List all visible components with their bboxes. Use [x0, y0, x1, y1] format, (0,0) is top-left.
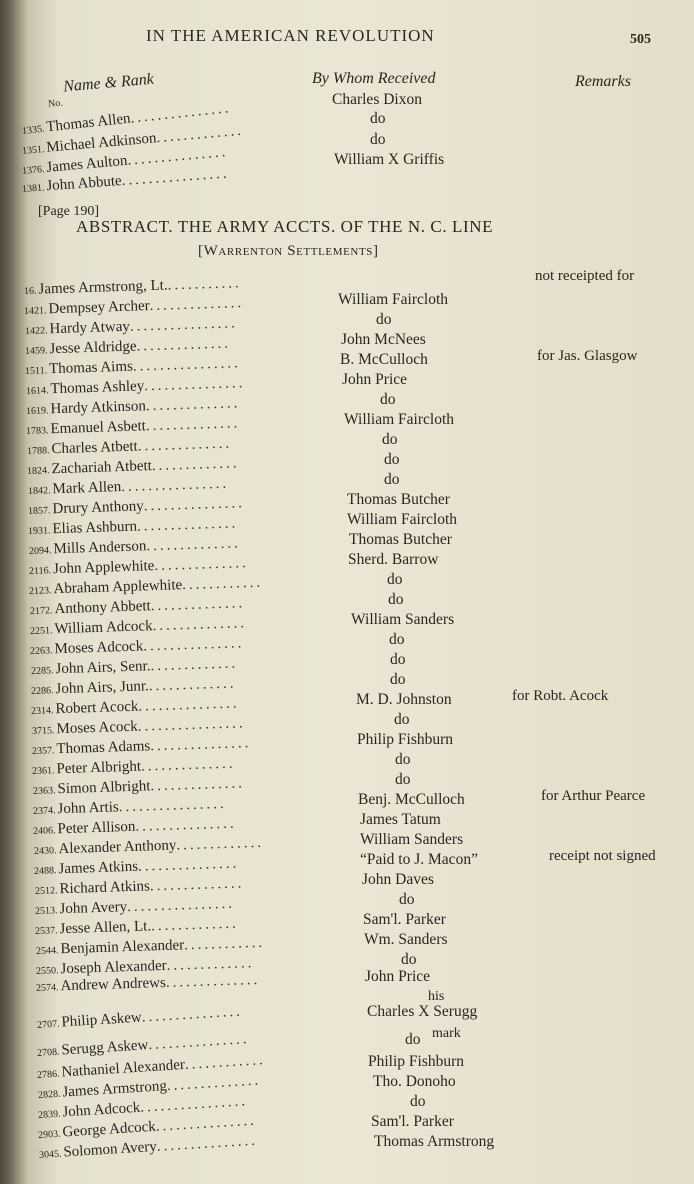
leader-dots: ............... [147, 1031, 250, 1054]
entry-name: James Atkins [58, 858, 139, 878]
entry-number: 1783. [25, 425, 49, 437]
received-by: do [384, 451, 400, 468]
leader-dots: .............. [146, 535, 242, 555]
leader-dots: ............... [137, 855, 240, 875]
leader-dots: ............... [135, 815, 237, 835]
received-by: Philip Fishburn [368, 1053, 465, 1070]
leader-dots: ................ [121, 165, 230, 190]
received-by: William Sanders [351, 611, 455, 628]
entry-name: John Abbute [45, 173, 123, 195]
received-by: do [376, 311, 392, 328]
received-by: do [380, 391, 396, 408]
leader-dots: ............... [155, 1112, 258, 1135]
entry-number: 2374. [32, 805, 56, 817]
received-by: Thomas Armstrong [374, 1133, 495, 1150]
entry-name: Robert Acock [55, 698, 139, 718]
leader-dots: ................ [139, 1093, 249, 1116]
entry-name: John Artis [57, 799, 119, 818]
entry-number: 1459. [24, 345, 48, 357]
entry-number: 2512. [34, 885, 58, 897]
entry-name: Abraham Applewhite [53, 577, 183, 598]
leader-dots: ............. [148, 675, 237, 695]
leader-dots: ............... [126, 143, 229, 169]
leader-dots: ........... [167, 275, 243, 294]
entry-name: George Adcock [61, 1118, 157, 1141]
leader-dots: ................ [118, 795, 227, 816]
received-by: John McNees [341, 331, 426, 348]
column-header-remarks: Remarks [575, 73, 631, 90]
entry-number: 2116. [28, 565, 52, 577]
leader-dots: ............ [181, 574, 264, 594]
leader-dots: ............. [151, 455, 240, 475]
entry-number: 2903. [37, 1128, 61, 1141]
entry-number: 1511. [24, 365, 48, 377]
received-by: do [390, 651, 406, 668]
received-by: do [394, 711, 410, 728]
entry-remark: for Robt. Acock [512, 688, 609, 704]
entry-name: John Airs, Senr. [55, 658, 151, 678]
entry-name: Nathaniel Alexander [60, 1056, 186, 1081]
entry-number: 1351. [21, 144, 46, 157]
leader-dots: .............. [150, 775, 246, 795]
entry-name: John Applewhite [52, 558, 155, 578]
entry-name: Alexander Anthony [58, 837, 177, 858]
entry-number: 2786. [36, 1068, 60, 1081]
entry-name: Jesse Allen, Lt. [59, 918, 152, 938]
entry-number: 2123. [28, 585, 52, 597]
entry-number: 2285. [30, 665, 54, 677]
entry-name: John Airs, Junr. [55, 678, 150, 698]
received-by: Thomas Butcher [349, 531, 452, 548]
leader-dots: ................ [132, 355, 242, 375]
entry-number: 2839. [37, 1108, 61, 1121]
entry-name: Elias Ashburn [52, 518, 138, 538]
entry-name: Thomas Adams [56, 738, 151, 758]
entry-number: 1381. [21, 182, 45, 195]
entry-number: 16. [23, 285, 37, 297]
leader-dots: ............... [141, 1003, 244, 1026]
entry-name: Charles Atbett [51, 438, 138, 458]
entry-name: Thomas Allen [45, 110, 132, 136]
received-by: Philip Fishburn [357, 731, 454, 748]
received-by: William Faircloth [347, 511, 458, 528]
received-by: James Tatum [360, 811, 441, 828]
entry-name: Anthony Abbett [54, 598, 151, 618]
leader-dots: ................ [129, 315, 239, 335]
leader-dots: .............. [150, 595, 246, 615]
received-by: William X Griffis [334, 151, 445, 168]
leader-dots: ............... [138, 695, 240, 715]
entry-number: 1619. [25, 405, 49, 417]
received-by: Sam'l. Parker [363, 911, 446, 928]
entry-number: 2708. [36, 1046, 60, 1059]
leader-dots: ............... [156, 1132, 259, 1155]
entry-number: 2094. [28, 545, 52, 557]
leader-dots: ............... [129, 100, 233, 127]
received-by: Charles X Serugg [367, 1003, 478, 1020]
entry-name: Serugg Askew [60, 1037, 149, 1059]
column-header-name-rank: $_{No.}$Name & Rank [47, 70, 155, 110]
received-by: do [395, 751, 411, 768]
received-by: do [401, 951, 417, 968]
page-number: 505 [630, 32, 651, 47]
entry-remark: for Arthur Pearce [541, 788, 646, 804]
entry-name: Philip Askew [60, 1009, 143, 1031]
entry-number: 1788. [26, 445, 50, 457]
leader-dots: ............ [184, 1052, 267, 1073]
entry-number: 2172. [29, 605, 53, 617]
entry-name: Hardy Atway [49, 318, 131, 338]
entry-number: 2537. [34, 925, 58, 937]
entry-number: 2488. [33, 865, 57, 877]
leader-dots: .............. [152, 615, 248, 635]
received-by: do [382, 431, 398, 448]
entry-number: 2828. [37, 1088, 61, 1101]
received-by: do [370, 110, 386, 127]
entry-name: Jesse Aldridge [49, 338, 137, 358]
received-by: Thomas Butcher [347, 491, 450, 508]
column-header-number: No. [47, 97, 64, 110]
received-by: do [390, 671, 406, 688]
received-by: William Sanders [360, 831, 464, 848]
received-by: William Faircloth [344, 411, 455, 428]
leader-dots: ............. [150, 915, 240, 935]
leader-dots: ............... [149, 735, 252, 755]
entry-name: Zachariah Atbett [51, 458, 153, 478]
leader-dots: .............. [149, 295, 245, 315]
entry-number: 2550. [35, 965, 59, 977]
received-by: Benj. McCulloch [358, 791, 465, 808]
entry-name: Simon Albright [57, 778, 151, 798]
abstract-entry-row [36, 1001, 243, 1034]
received-by: do [410, 1093, 426, 1110]
received-by: John Price [342, 371, 408, 388]
entry-number: 1421. [23, 305, 47, 317]
entry-remark: receipt not signed [549, 848, 656, 864]
entry-number: 1335. [21, 123, 46, 137]
received-by: B. McCulloch [340, 351, 428, 368]
entry-remark: not receipted for [535, 268, 635, 284]
entry-name: James Armstrong, Lt. [38, 277, 168, 298]
received-by: do [395, 771, 411, 788]
entry-name: Solomon Avery [62, 1138, 158, 1161]
entry-name: Moses Adcock [54, 638, 144, 658]
received-by: do [370, 131, 386, 148]
received-by: do [387, 571, 403, 588]
entry-number: 2251. [29, 625, 53, 637]
section-title: ABSTRACT. THE ARMY ACCTS. OF THE N. C. LINE [76, 217, 494, 236]
entry-number: 1842. [27, 485, 51, 497]
leader-dots: ................ [126, 895, 236, 916]
leader-dots: ................ [120, 475, 230, 496]
entry-name: Michael Adkinson [45, 130, 158, 156]
entry-number: 2286. [30, 685, 54, 697]
entry-number: 3045. [38, 1148, 62, 1161]
leader-dots: ............. [166, 955, 255, 974]
leader-dots: ................ [137, 715, 246, 735]
leader-dots: ............... [136, 515, 239, 535]
received-by: John Daves [362, 871, 434, 888]
received-by: do [384, 471, 400, 488]
entry-number: 2544. [35, 945, 59, 957]
entry-name: Dempsey Archer [48, 298, 150, 318]
leader-dots: .............. [149, 875, 245, 895]
received-by: Charles Dixon [332, 91, 422, 108]
entry-name: Thomas Aims [48, 358, 134, 378]
column-header-received-by: By Whom Received [312, 70, 436, 87]
entry-name: John Adcock [61, 1099, 141, 1121]
received-by: “Paid to J. Macon” [360, 851, 478, 868]
entry-number: 1931. [27, 525, 51, 537]
entry-name: Drury Anthony [52, 498, 144, 518]
entry-number: 2314. [30, 705, 54, 717]
leader-dots: .............. [136, 335, 232, 355]
received-by: John Price [365, 968, 431, 985]
entry-name: Moses Acock [56, 718, 138, 738]
entry-name: Mills Anderson [53, 538, 147, 558]
entry-name: James Aulton [45, 152, 129, 176]
entry-name: John Avery [59, 899, 128, 918]
entry-number: 2361. [31, 765, 55, 777]
leader-dots: ............... [142, 635, 245, 655]
leader-dots: .............. [137, 435, 233, 455]
entry-number: 2357. [31, 745, 55, 757]
entry-name: Thomas Ashley [50, 378, 145, 398]
entry-name: Andrew Andrews [60, 974, 167, 995]
section-subtitle: [Warrenton Settlements] [198, 243, 379, 259]
leader-dots: ............. [150, 655, 239, 675]
leader-dots: ............... [143, 375, 246, 395]
entry-name: William Adcock [54, 618, 153, 638]
received-by: Sherd. Barrow [348, 551, 439, 568]
entry-number: 1376. [21, 164, 46, 177]
leader-dots: .............. [166, 1072, 262, 1095]
leader-dots: ............. [155, 122, 245, 147]
leader-dots: .............. [165, 971, 261, 991]
received-by: do [389, 631, 405, 648]
signature-mark-above: his [428, 989, 445, 1004]
entry-name: Peter Allison [57, 818, 136, 838]
entry-name: Peter Albright [56, 758, 142, 778]
entry-name: Emanuel Asbett [50, 418, 147, 438]
entry-name: Mark Allen [52, 479, 122, 498]
received-by: William Faircloth [338, 291, 449, 308]
entry-number: 2513. [34, 905, 58, 917]
entry-number: 3715. [31, 725, 55, 737]
leader-dots: .............. [145, 415, 241, 435]
entry-number: 2363. [32, 785, 56, 797]
leader-dots: ............... [143, 495, 246, 515]
entry-name: Benjamin Alexander [60, 937, 185, 958]
running-title: IN THE AMERICAN REVOLUTION [146, 26, 435, 45]
entry-name: James Armstrong [61, 1078, 168, 1101]
leader-dots: ............. [176, 834, 265, 854]
entry-number: 1857. [27, 505, 51, 517]
entry-number: 2574. [35, 982, 59, 994]
received-by: M. D. Johnston [356, 691, 452, 708]
entry-number: 2263. [29, 645, 53, 657]
received-by: do [399, 891, 415, 908]
entry-name: Joseph Alexander [60, 957, 167, 978]
entry-number: 1614. [25, 385, 49, 397]
entry-number: 2430. [33, 845, 57, 857]
section-page-reference: [Page 190] [38, 204, 100, 219]
entry-number: 1422. [24, 325, 48, 337]
entry-number: 2406. [32, 825, 56, 837]
entry-name: Hardy Atkinson [50, 398, 147, 418]
leader-dots: ............ [183, 934, 266, 954]
leader-dots: .............. [140, 755, 236, 775]
leader-dots: .............. [154, 555, 250, 575]
entry-number: 1824. [26, 465, 50, 477]
received-by: do [388, 591, 404, 608]
entry-remark: for Jas. Glasgow [537, 348, 638, 364]
received-by: Sam'l. Parker [371, 1113, 454, 1130]
entry-number: 2707. [36, 1018, 60, 1031]
received-by: Tho. Donoho [373, 1073, 456, 1090]
leader-dots: .............. [145, 395, 241, 415]
received-by: do [405, 1031, 421, 1048]
signature-mark-below: mark [432, 1026, 461, 1041]
received-by: Wm. Sanders [364, 931, 448, 948]
entry-name: Richard Atkins [59, 878, 151, 898]
